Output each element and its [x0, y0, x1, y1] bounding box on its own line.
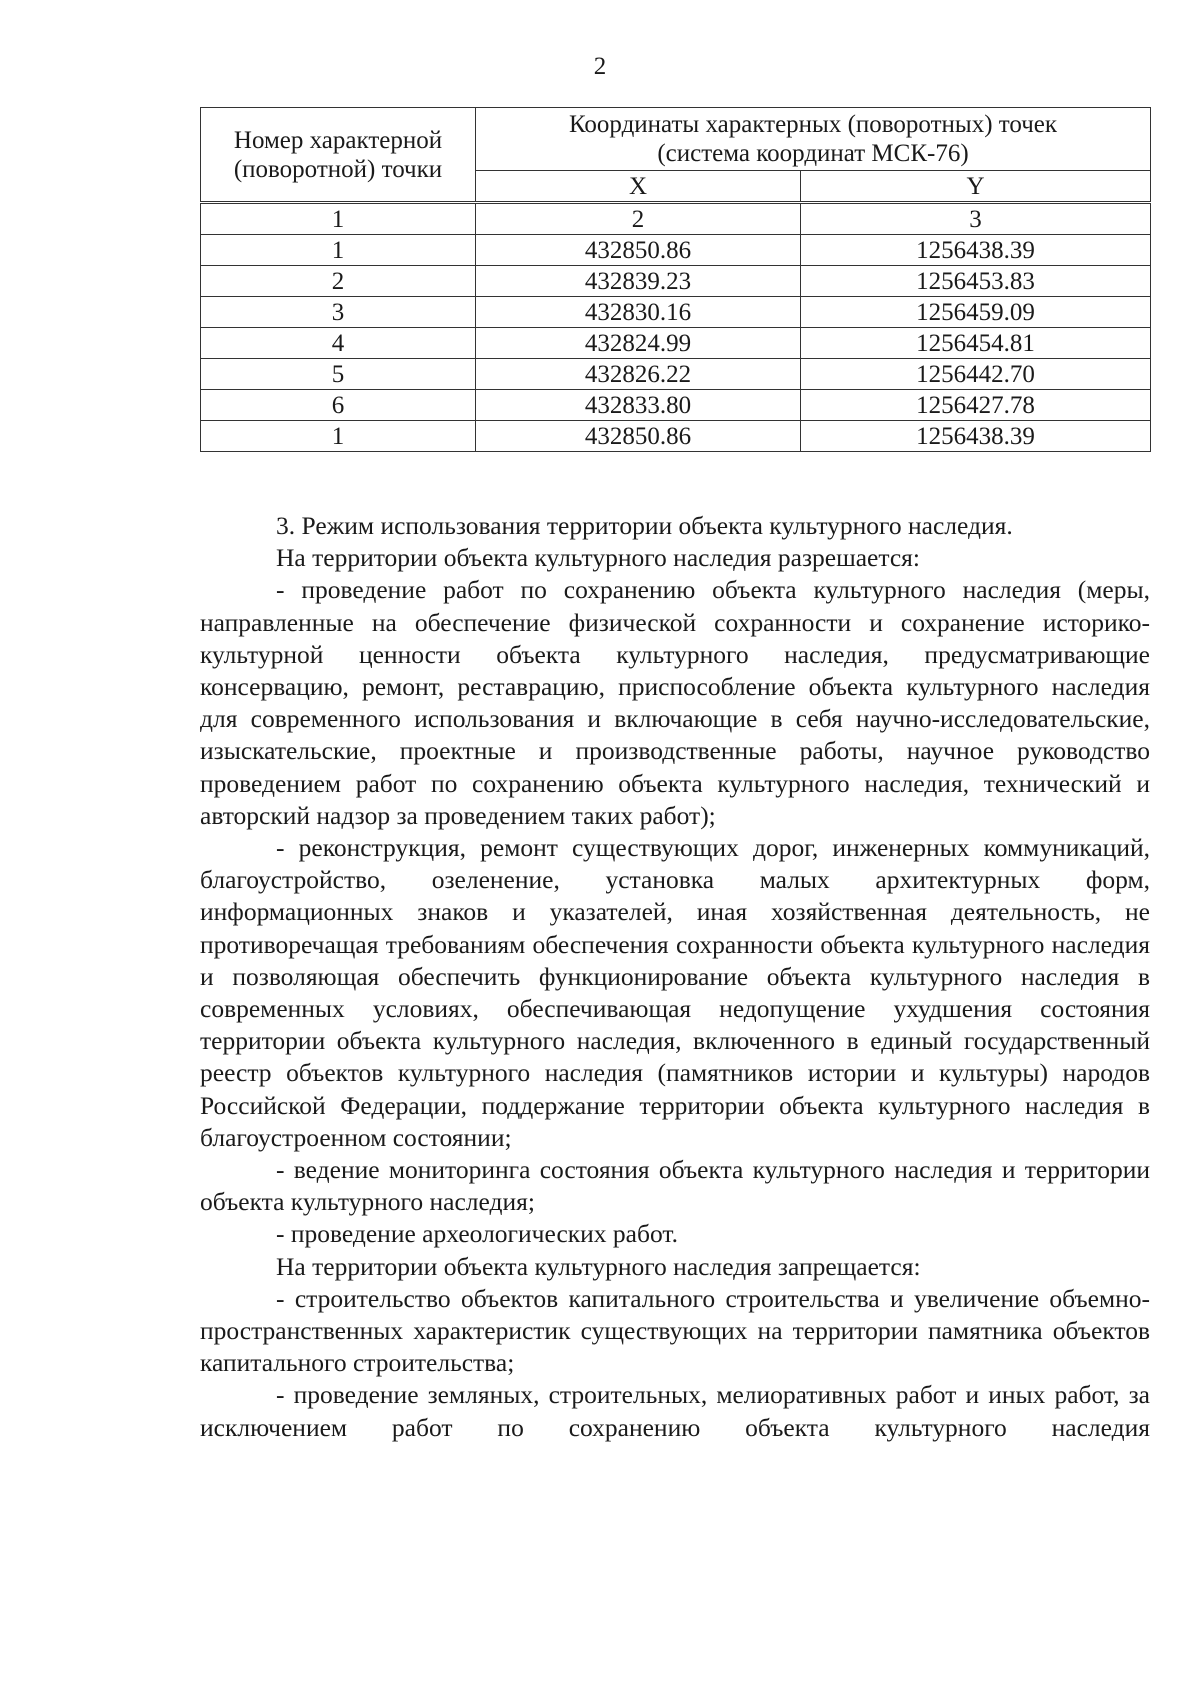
table-cell-x: 432850.86 [476, 235, 801, 266]
table-cell-point: 4 [201, 328, 476, 359]
table-cell-point: 6 [201, 390, 476, 421]
page-number: 2 [593, 53, 607, 80]
prohibited-item: - строительство объектов капитального строительства и увеличение объемно-пространственных характеристик существующих на территории памятника объектов капитального строительства; [200, 1283, 1150, 1378]
header-x: X [476, 171, 801, 203]
allowed-item: - проведение работ по сохранению объекта культурного наследия (меры, направленные на обеспечение физической сохранности и сохранение историко-культурной ценности объекта культурного наследия, предусматривающие консервацию, ремонт, реставрацию, приспособление объекта культурного наследия для современного использования и включающие в себя научно-исследовательские, изыскательские, проектные и производственные работы, научное руководство проведением работ по сохранению объекта культурного наследия, технический и авторский надзор за проведением таких работ); [200, 575, 1150, 830]
header-coordinates [476, 108, 1151, 171]
header-coordinates-line1: Координаты характерных (поворотных) точек [568, 111, 1058, 138]
allowed-intro: На территории объекта культурного наследия разрешается: [276, 543, 920, 573]
table-cell-point: 5 [201, 359, 476, 390]
table-cell-x: 432839.23 [476, 266, 801, 297]
table-cell-x: 432824.99 [476, 328, 801, 359]
section-heading: 3. Режим использования территории объекта культурного наследия. [276, 511, 1013, 540]
prohibited-item: - проведение земляных, строительных, мелиоративных работ и иных работ, за исключением работ по сохранению объекта культурного наследия [200, 1380, 1150, 1442]
table-cell-x: 432850.86 [476, 421, 801, 452]
table-row [201, 421, 1151, 452]
table-cell-point: 1 [201, 421, 476, 452]
table-cell-point: 2 [201, 266, 476, 297]
table-cell-y: 1256454.81 [801, 328, 1151, 359]
allowed-item: - проведение археологических работ. [276, 1219, 678, 1249]
table-cell-y: 1256453.83 [801, 266, 1151, 297]
coordinates-table [200, 107, 1151, 452]
allowed-item: - ведение мониторинга состояния объекта культурного наследия и территории объекта культурного наследия; [200, 1155, 1150, 1217]
table-index-cell: 3 [801, 203, 1151, 235]
table-row [201, 235, 1151, 266]
table-cell-x: 432830.16 [476, 297, 801, 328]
table-row [201, 297, 1151, 328]
table-cell-y: 1256442.70 [801, 359, 1151, 390]
table-cell-y: 1256438.39 [801, 235, 1151, 266]
table-row [201, 266, 1151, 297]
header-coordinates-line2: (система координат МСК-76) [657, 140, 969, 167]
allowed-item: - реконструкция, ремонт существующих дорог, инженерных коммуникаций, благоустройство, озеленение, установка малых архитектурных форм, информационных знаков и указателей, иная хозяйственная деятельность, не противоречащая требованиям обеспечения сохранности объекта культурного наследия и позволяющая обеспечить функционирование объекта культурного наследия в современных условиях, обеспечивающая недопущение ухудшения состояния территории объекта культурного наследия, включенного в единый государственный реестр объектов культурного наследия (памятников истории и культуры) народов Российской Федерации, поддержание территории объекта культурного наследия в благоустроенном состоянии; [200, 833, 1150, 1152]
table-cell-x: 432826.22 [476, 359, 801, 390]
table-cell-x: 432833.80 [476, 390, 801, 421]
table-index-row [201, 203, 1151, 235]
table-cell-point: 3 [201, 297, 476, 328]
table-index-cell: 2 [476, 203, 801, 235]
table-cell-y: 1256438.39 [801, 421, 1151, 452]
table-index-cell: 1 [201, 203, 476, 235]
table-cell-y: 1256459.09 [801, 297, 1151, 328]
document-body [200, 510, 1150, 1444]
header-point-number: Номер характерной (поворотной) точки [201, 108, 476, 203]
table-row [201, 328, 1151, 359]
header-y: Y [801, 171, 1151, 203]
prohibited-intro: На территории объекта культурного наследия запрещается: [276, 1251, 921, 1281]
table-row [201, 359, 1151, 390]
table-header-row [201, 108, 1151, 171]
table-cell-point: 1 [201, 235, 476, 266]
table-cell-y: 1256427.78 [801, 390, 1151, 421]
table-row [201, 390, 1151, 421]
